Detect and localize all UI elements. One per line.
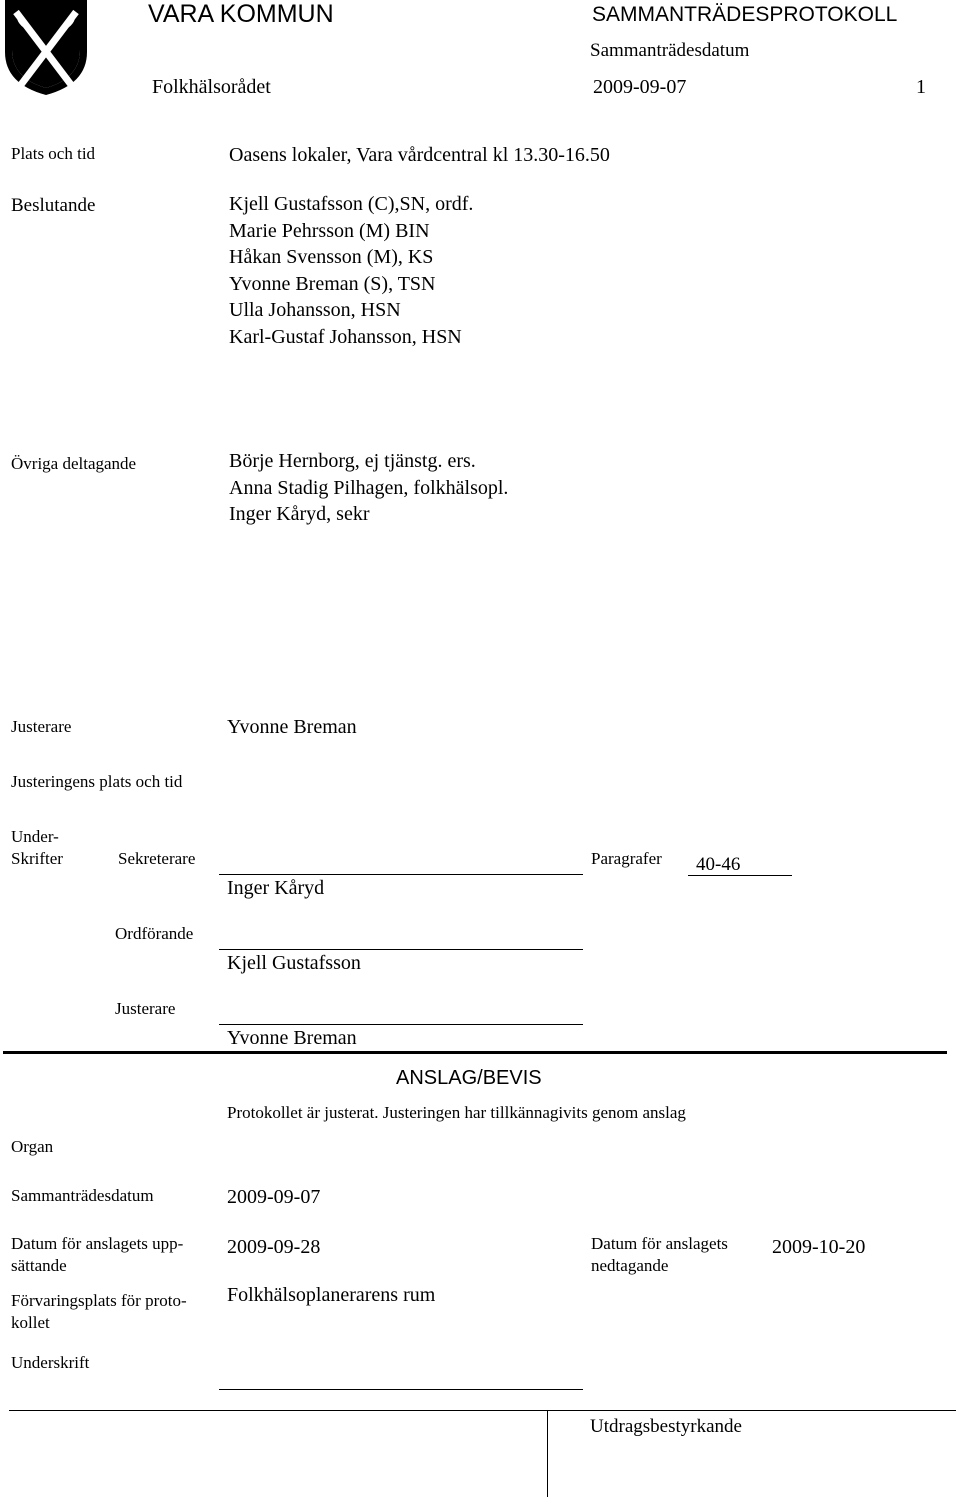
header-date: 2009-09-07	[593, 76, 687, 98]
notice-text: Protokollet är justerat. Justeringen har tillkännagivits genom anslag	[227, 1103, 686, 1122]
decider-item: Karl-Gustaf Johansson, HSN	[229, 325, 462, 348]
secretary-name: Inger Kåryd	[227, 877, 325, 899]
decider-item: Ulla Johansson, HSN	[229, 299, 401, 321]
paragraphs-value: 40-46	[696, 854, 741, 875]
adjuster-value: Yvonne Breman	[227, 716, 357, 738]
header-date-label: Sammanträdesdatum	[590, 40, 750, 61]
posted-date-label-line2: sättande	[11, 1256, 67, 1275]
storage-value: Folkhälsoplanerarens rum	[227, 1284, 436, 1306]
secretary-signature-line	[219, 874, 583, 875]
bottom-vertical-divider	[547, 1410, 548, 1497]
notice-signature-line	[219, 1389, 583, 1390]
decider-item: Kjell Gustafsson (C),SN, ordf.	[229, 193, 474, 215]
deciders-list	[229, 191, 473, 350]
others-list	[229, 448, 508, 528]
adjuster-label: Justerare	[11, 717, 72, 736]
storage-label-line1: Förvaringsplats för proto-	[11, 1291, 187, 1310]
organ-label: Organ	[11, 1137, 54, 1156]
notice-title: ANSLAG/BEVIS	[396, 1067, 542, 1089]
posted-date-label-line1: Datum för anslagets upp-	[11, 1234, 184, 1253]
signatures-label-line1: Under-	[11, 827, 59, 846]
secretary-label: Sekreterare	[118, 849, 196, 868]
place-value: Oasens lokaler, Vara vårdcentral kl 13.30-16.50	[229, 144, 610, 166]
chair-label: Ordförande	[115, 924, 194, 943]
municipality-coat-of-arms	[4, 0, 88, 96]
meeting-date-label: Sammanträdesdatum	[11, 1186, 154, 1205]
storage-label-line2: kollet	[11, 1313, 50, 1332]
deciders-label: Beslutande	[11, 195, 96, 216]
posted-date-value: 2009-09-28	[227, 1236, 321, 1258]
chair-signature-line	[219, 949, 583, 950]
removed-date-value: 2009-10-20	[772, 1236, 866, 1258]
signature-label: Underskrift	[11, 1353, 90, 1372]
municipality-name: VARA KOMMUN	[148, 0, 334, 28]
decider-item: Håkan Svensson (M), KS	[229, 246, 434, 268]
other-participant-item: Inger Kåryd, sekr	[229, 503, 370, 525]
paragraphs-underline	[688, 875, 792, 876]
others-label: Övriga deltagande	[11, 454, 137, 473]
removed-date-label-line2: nedtagande	[591, 1256, 669, 1275]
signatures-label-line2: Skrifter	[11, 849, 63, 868]
place-label: Plats och tid	[11, 144, 96, 163]
section-divider	[3, 1051, 947, 1054]
removed-date-label-line1: Datum för anslagets	[591, 1234, 728, 1253]
adjuster-signature-line	[219, 1024, 583, 1025]
bottom-divider	[9, 1410, 956, 1411]
signature-adjuster-name: Yvonne Breman	[227, 1027, 357, 1049]
other-participant-item: Börje Hernborg, ej tjänstg. ers.	[229, 450, 476, 472]
other-participant-item: Anna Stadig Pilhagen, folkhälsopl.	[229, 476, 509, 499]
chair-name: Kjell Gustafsson	[227, 952, 361, 974]
page-number: 1	[916, 76, 926, 98]
certified-label: Utdragsbestyrkande	[590, 1416, 742, 1437]
adjust-place-label: Justeringens plats och tid	[11, 772, 183, 791]
decider-item: Yvonne Breman (S), TSN	[229, 272, 436, 295]
paragraphs-label: Paragrafer	[591, 849, 662, 868]
document-type: SAMMANTRÄDESPROTOKOLL	[592, 3, 898, 26]
committee-name: Folkhälsorådet	[152, 76, 271, 98]
decider-item: Marie Pehrsson (M) BIN	[229, 219, 430, 242]
meeting-date-value: 2009-09-07	[227, 1186, 321, 1208]
signature-adjuster-label: Justerare	[115, 999, 176, 1018]
